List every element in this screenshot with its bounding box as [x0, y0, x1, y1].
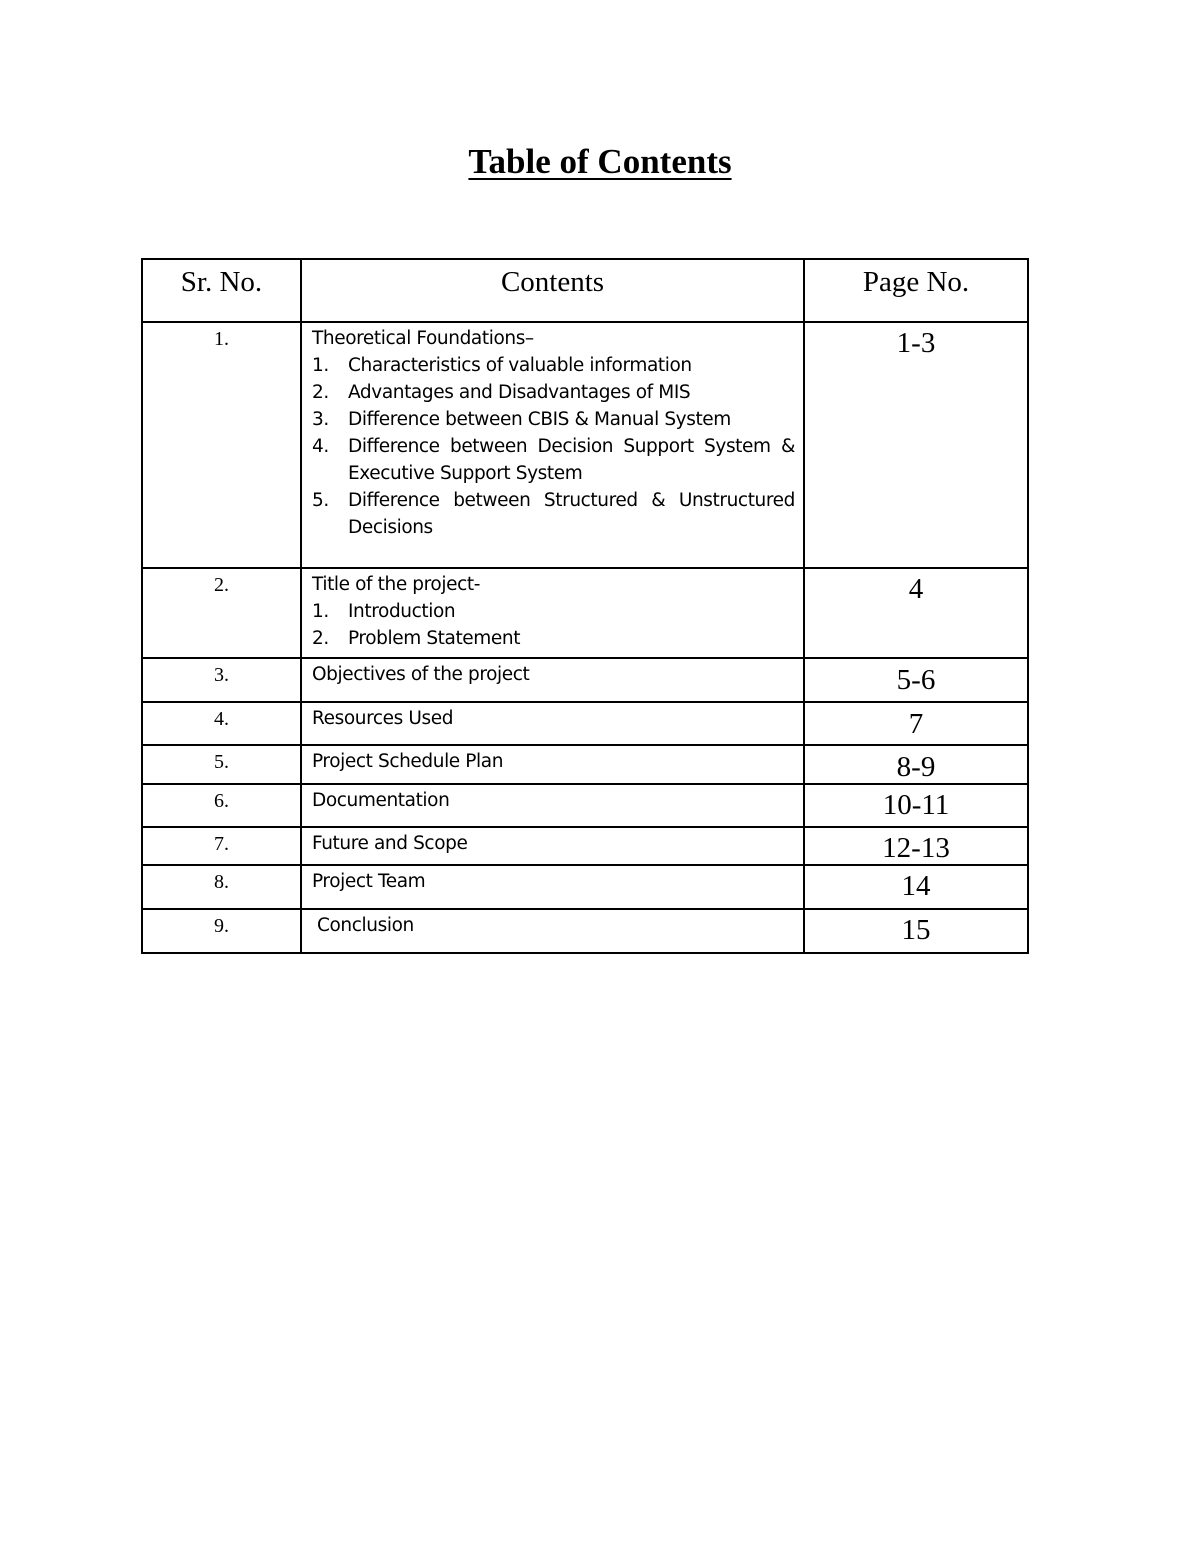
list-item [312, 433, 795, 487]
sub-item-list [312, 598, 795, 652]
sr-cell: 2. [142, 568, 301, 658]
contents-cell [301, 322, 804, 568]
table-row [142, 784, 1028, 827]
contents-cell: Project Schedule Plan [301, 745, 804, 784]
list-item-text: Advantages and Disadvantages of MIS [348, 382, 691, 403]
page-number-cell: 10-11 [804, 784, 1028, 827]
page-number-cell: 8-9 [804, 745, 1028, 784]
list-item-text: Introduction [348, 601, 456, 622]
list-item-number: 1. [312, 355, 329, 376]
contents-cell [301, 568, 804, 658]
contents-cell: Future and Scope [301, 827, 804, 865]
list-item [312, 625, 795, 652]
list-item [312, 598, 795, 625]
table-row [142, 827, 1028, 865]
list-item-number: 3. [312, 409, 329, 430]
sr-cell: 9. [142, 909, 301, 953]
contents-cell: Project Team [301, 865, 804, 909]
sub-item-list [312, 352, 795, 541]
contents-cell: Conclusion [301, 909, 804, 953]
header-sr-no: Sr. No. [142, 259, 301, 322]
entry-title: Theoretical Foundations– [312, 328, 534, 349]
sr-cell: 4. [142, 702, 301, 745]
list-item [312, 379, 795, 406]
list-item-number: 4. [312, 436, 329, 457]
sr-cell: 3. [142, 658, 301, 702]
list-item [312, 487, 795, 541]
toc-table [141, 258, 1029, 954]
sr-cell: 1. [142, 322, 301, 568]
list-item-text: Difference between Decision Support System & Executive Support System [348, 436, 795, 484]
sr-cell: 5. [142, 745, 301, 784]
list-item-number: 5. [312, 490, 329, 511]
table-row [142, 658, 1028, 702]
table-row [142, 568, 1028, 658]
contents-cell: Documentation [301, 784, 804, 827]
page-number-cell: 5-6 [804, 658, 1028, 702]
sr-cell: 6. [142, 784, 301, 827]
list-item [312, 406, 795, 433]
page-number-cell: 12-13 [804, 827, 1028, 865]
list-item [312, 352, 795, 379]
table-row [142, 865, 1028, 909]
contents-cell: Resources Used [301, 702, 804, 745]
table-row [142, 745, 1028, 784]
page-title [0, 140, 1200, 184]
list-item-number: 2. [312, 382, 329, 403]
page-number-cell: 15 [804, 909, 1028, 953]
header-contents: Contents [301, 259, 804, 322]
list-item-text: Difference between CBIS & Manual System [348, 409, 731, 430]
list-item-number: 1. [312, 601, 329, 622]
list-item-text: Difference between Structured & Unstructured Decisions [348, 490, 795, 538]
page-number-cell: 7 [804, 702, 1028, 745]
list-item-text: Characteristics of valuable information [348, 355, 692, 376]
page-number-cell: 4 [804, 568, 1028, 658]
sr-cell: 8. [142, 865, 301, 909]
page-title-text: Table of Contents [468, 142, 732, 181]
table-row [142, 909, 1028, 953]
list-item-text: Problem Statement [348, 628, 521, 649]
table-header-row [142, 259, 1028, 322]
table-row [142, 702, 1028, 745]
page-number-cell: 1-3 [804, 322, 1028, 568]
list-item-number: 2. [312, 628, 329, 649]
page-number-cell: 14 [804, 865, 1028, 909]
table-row [142, 322, 1028, 568]
entry-title: Title of the project- [312, 574, 480, 595]
header-page-no: Page No. [804, 259, 1028, 322]
sr-cell: 7. [142, 827, 301, 865]
contents-cell: Objectives of the project [301, 658, 804, 702]
